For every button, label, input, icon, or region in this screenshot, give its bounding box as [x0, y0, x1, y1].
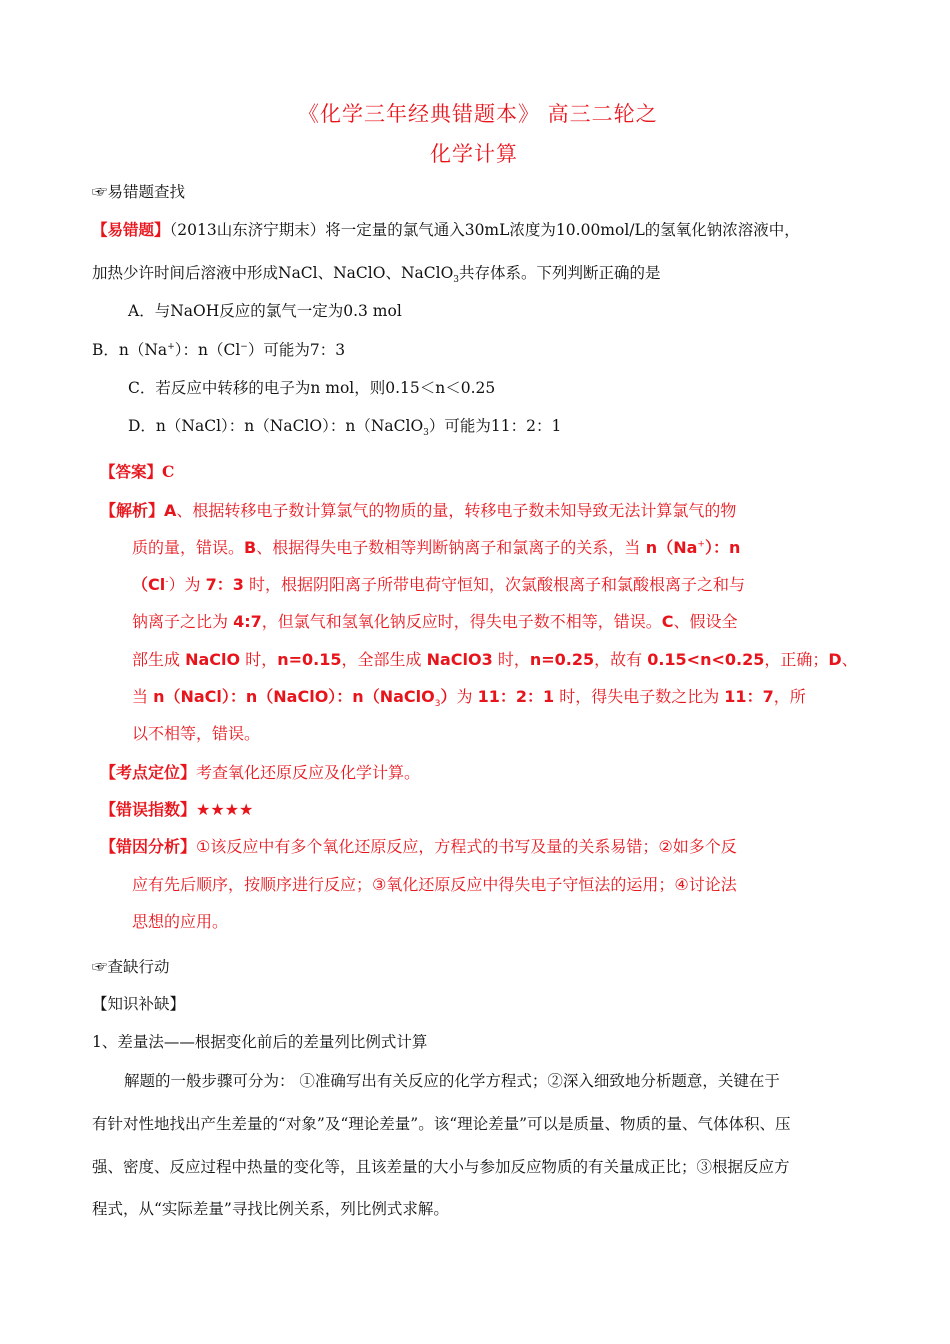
knowledge-paragraph-line-4: 程式，从“实际差量”寻找比例关系，列比例式求解。	[92, 1200, 449, 1218]
option-b-text-3: ）可能为7：3	[247, 341, 346, 359]
option-d-text-2: ）可能为11：2：1	[428, 417, 562, 435]
knowledge-paragraph-line-3: 强、密度、反应过程中热量的变化等，且该差量的大小与参加反应物质的有关量成正比；③根据反应方	[92, 1158, 790, 1176]
section-heading-find-errors: ☞易错题查找	[92, 183, 186, 201]
analysis-text: 为	[456, 687, 478, 706]
superscript: +	[167, 341, 175, 352]
analysis-line-7: 以不相等，错误。	[132, 724, 261, 743]
analysis-text: 时，根据阴阳离子所带电荷守恒知，次氯酸根离子和氯酸根离子之和与	[243, 575, 745, 594]
knowledge-label: 【知识补缺】	[92, 995, 186, 1013]
subscript: 3	[423, 428, 429, 439]
analysis-text: 、根据转移电子数计算氯气的物质的量，转移电子数未知导致无法计算氯气的物	[176, 501, 737, 520]
analysis-text: ，所	[773, 687, 806, 706]
option-a: A．与NaOH反应的氯气一定为0.3 mol	[128, 302, 402, 320]
analysis-text: 、假设全	[673, 612, 738, 631]
analysis-text: ）为	[168, 575, 206, 594]
analysis-line-5	[132, 647, 858, 670]
analysis-ratio: 11：2：1	[477, 687, 555, 706]
analysis-line-6	[132, 684, 806, 710]
answer-value: C	[162, 462, 175, 481]
analysis-text: ，正确；	[764, 650, 829, 669]
analysis-ratio: 7：3	[205, 575, 244, 594]
analysis-text: 、	[841, 650, 858, 669]
analysis-value: 0.15<n<0.25	[647, 650, 765, 669]
analysis-text: 时，	[240, 650, 278, 669]
question-text-1: （2013山东济宁期末）将一定量的氯气通入30mL浓度为10.00mol/L的氢氧化钠浓溶液中，	[169, 221, 800, 239]
analysis-text: ，但氯气和氢氧化钠反应时，得失电子数不相等，错误。	[261, 612, 662, 631]
question-text-2b: 共存体系。下列判断正确的是	[459, 264, 661, 282]
analysis-formula: ）	[440, 687, 457, 706]
analysis-label: 【解析】	[100, 501, 165, 520]
error-analysis-line-1	[100, 834, 737, 857]
subscript: 3	[453, 275, 460, 286]
test-point-line	[100, 760, 420, 783]
analysis-option-a: A	[164, 501, 177, 520]
superscript: −	[240, 341, 248, 352]
analysis-value: n=0.25	[529, 650, 595, 669]
analysis-formula: NaClO	[185, 650, 241, 669]
analysis-ratio: 4:7	[233, 612, 262, 631]
test-point-label: 【考点定位】	[100, 763, 197, 782]
page-title: 《化学三年经典错题本》 高三二轮之	[298, 102, 658, 126]
question-text-2: 加热少许时间后溶液中形成NaCl、NaClO、NaClO	[92, 264, 454, 282]
question-line-2	[92, 261, 661, 286]
question-line-1	[92, 218, 800, 240]
page-subtitle: 化学计算	[430, 142, 518, 166]
answer-line	[100, 460, 174, 482]
analysis-ratio: 11：7	[724, 687, 774, 706]
analysis-text: 时，得失电子数之比为	[554, 687, 725, 706]
analysis-line-3	[132, 572, 745, 595]
answer-label: 【答案】	[100, 462, 163, 481]
analysis-option-d: D	[828, 650, 842, 669]
analysis-value: n=0.15	[277, 650, 342, 669]
test-point-text: 考查氧化还原反应及化学计算。	[196, 763, 421, 782]
error-analysis-line-3: 思想的应用。	[132, 912, 229, 931]
difficulty-label: 【错误指数】	[100, 800, 197, 819]
analysis-line-1	[100, 498, 736, 521]
section-heading-fill-gaps: ☞查缺行动	[92, 958, 170, 976]
analysis-text: 当	[132, 687, 154, 706]
knowledge-paragraph-line-1: 解题的一般步骤可分为： ①准确写出有关反应的化学方程式；②深入细致地分析题意，关键在于	[124, 1072, 780, 1090]
option-b-text-2: ）：n（Cl	[174, 341, 241, 359]
analysis-line-2	[132, 535, 740, 558]
error-analysis-line-2: 应有先后顺序，按顺序进行反应；③氧化还原反应中得失电子守恒法的运用；④讨论法	[132, 875, 737, 894]
analysis-line-4	[132, 609, 738, 632]
error-analysis-label: 【错因分析】	[100, 837, 197, 856]
option-b-text-1: B．n（Na	[92, 341, 168, 359]
question-tag: 【易错题】	[92, 220, 170, 239]
analysis-option-b: B	[244, 538, 257, 557]
option-d-text-1: D．n（NaCl）：n（NaClO）：n（NaClO	[128, 417, 424, 435]
error-analysis-text: ①该反应中有多个氧化还原反应，方程式的书写及量的关系易错；②如多个反	[196, 837, 737, 856]
difficulty-line	[100, 797, 253, 820]
option-d	[128, 414, 562, 439]
analysis-text: 时，	[492, 650, 530, 669]
analysis-formula: NaClO3	[426, 650, 493, 669]
analysis-formula: n（Na	[640, 538, 698, 557]
analysis-text: ，全部生成	[341, 650, 427, 669]
analysis-formula: n（NaCl）：n（NaClO）：n（NaClO	[153, 687, 435, 706]
analysis-text: 质的量，错误。	[132, 538, 245, 557]
option-b	[92, 338, 345, 360]
analysis-text: 、根据得失电子数相等判断钠离子和氯离子的关系，当	[256, 538, 641, 557]
analysis-formula: （Cl	[132, 575, 166, 594]
analysis-option-c: C	[661, 612, 674, 631]
option-c: C．若反应中转移的电子为n mol，则0.15＜n＜0.25	[128, 379, 496, 397]
superscript: +	[697, 539, 705, 550]
knowledge-item-1: 1、差量法——根据变化前后的差量列比例式计算	[92, 1033, 428, 1051]
knowledge-paragraph-line-2: 有针对性地找出产生差量的“对象”及“理论差量”。该“理论差量”可以是质量、物质的量、气体体积、压	[92, 1115, 791, 1133]
analysis-text: ，故有	[594, 650, 648, 669]
analysis-text: 部生成	[132, 650, 186, 669]
analysis-formula: ）：n	[704, 538, 741, 557]
subscript: 3	[434, 699, 441, 710]
analysis-text: 钠离子之比为	[132, 612, 234, 631]
star-rating-icon: ★★★★	[196, 800, 254, 819]
superscript: -	[165, 576, 169, 587]
